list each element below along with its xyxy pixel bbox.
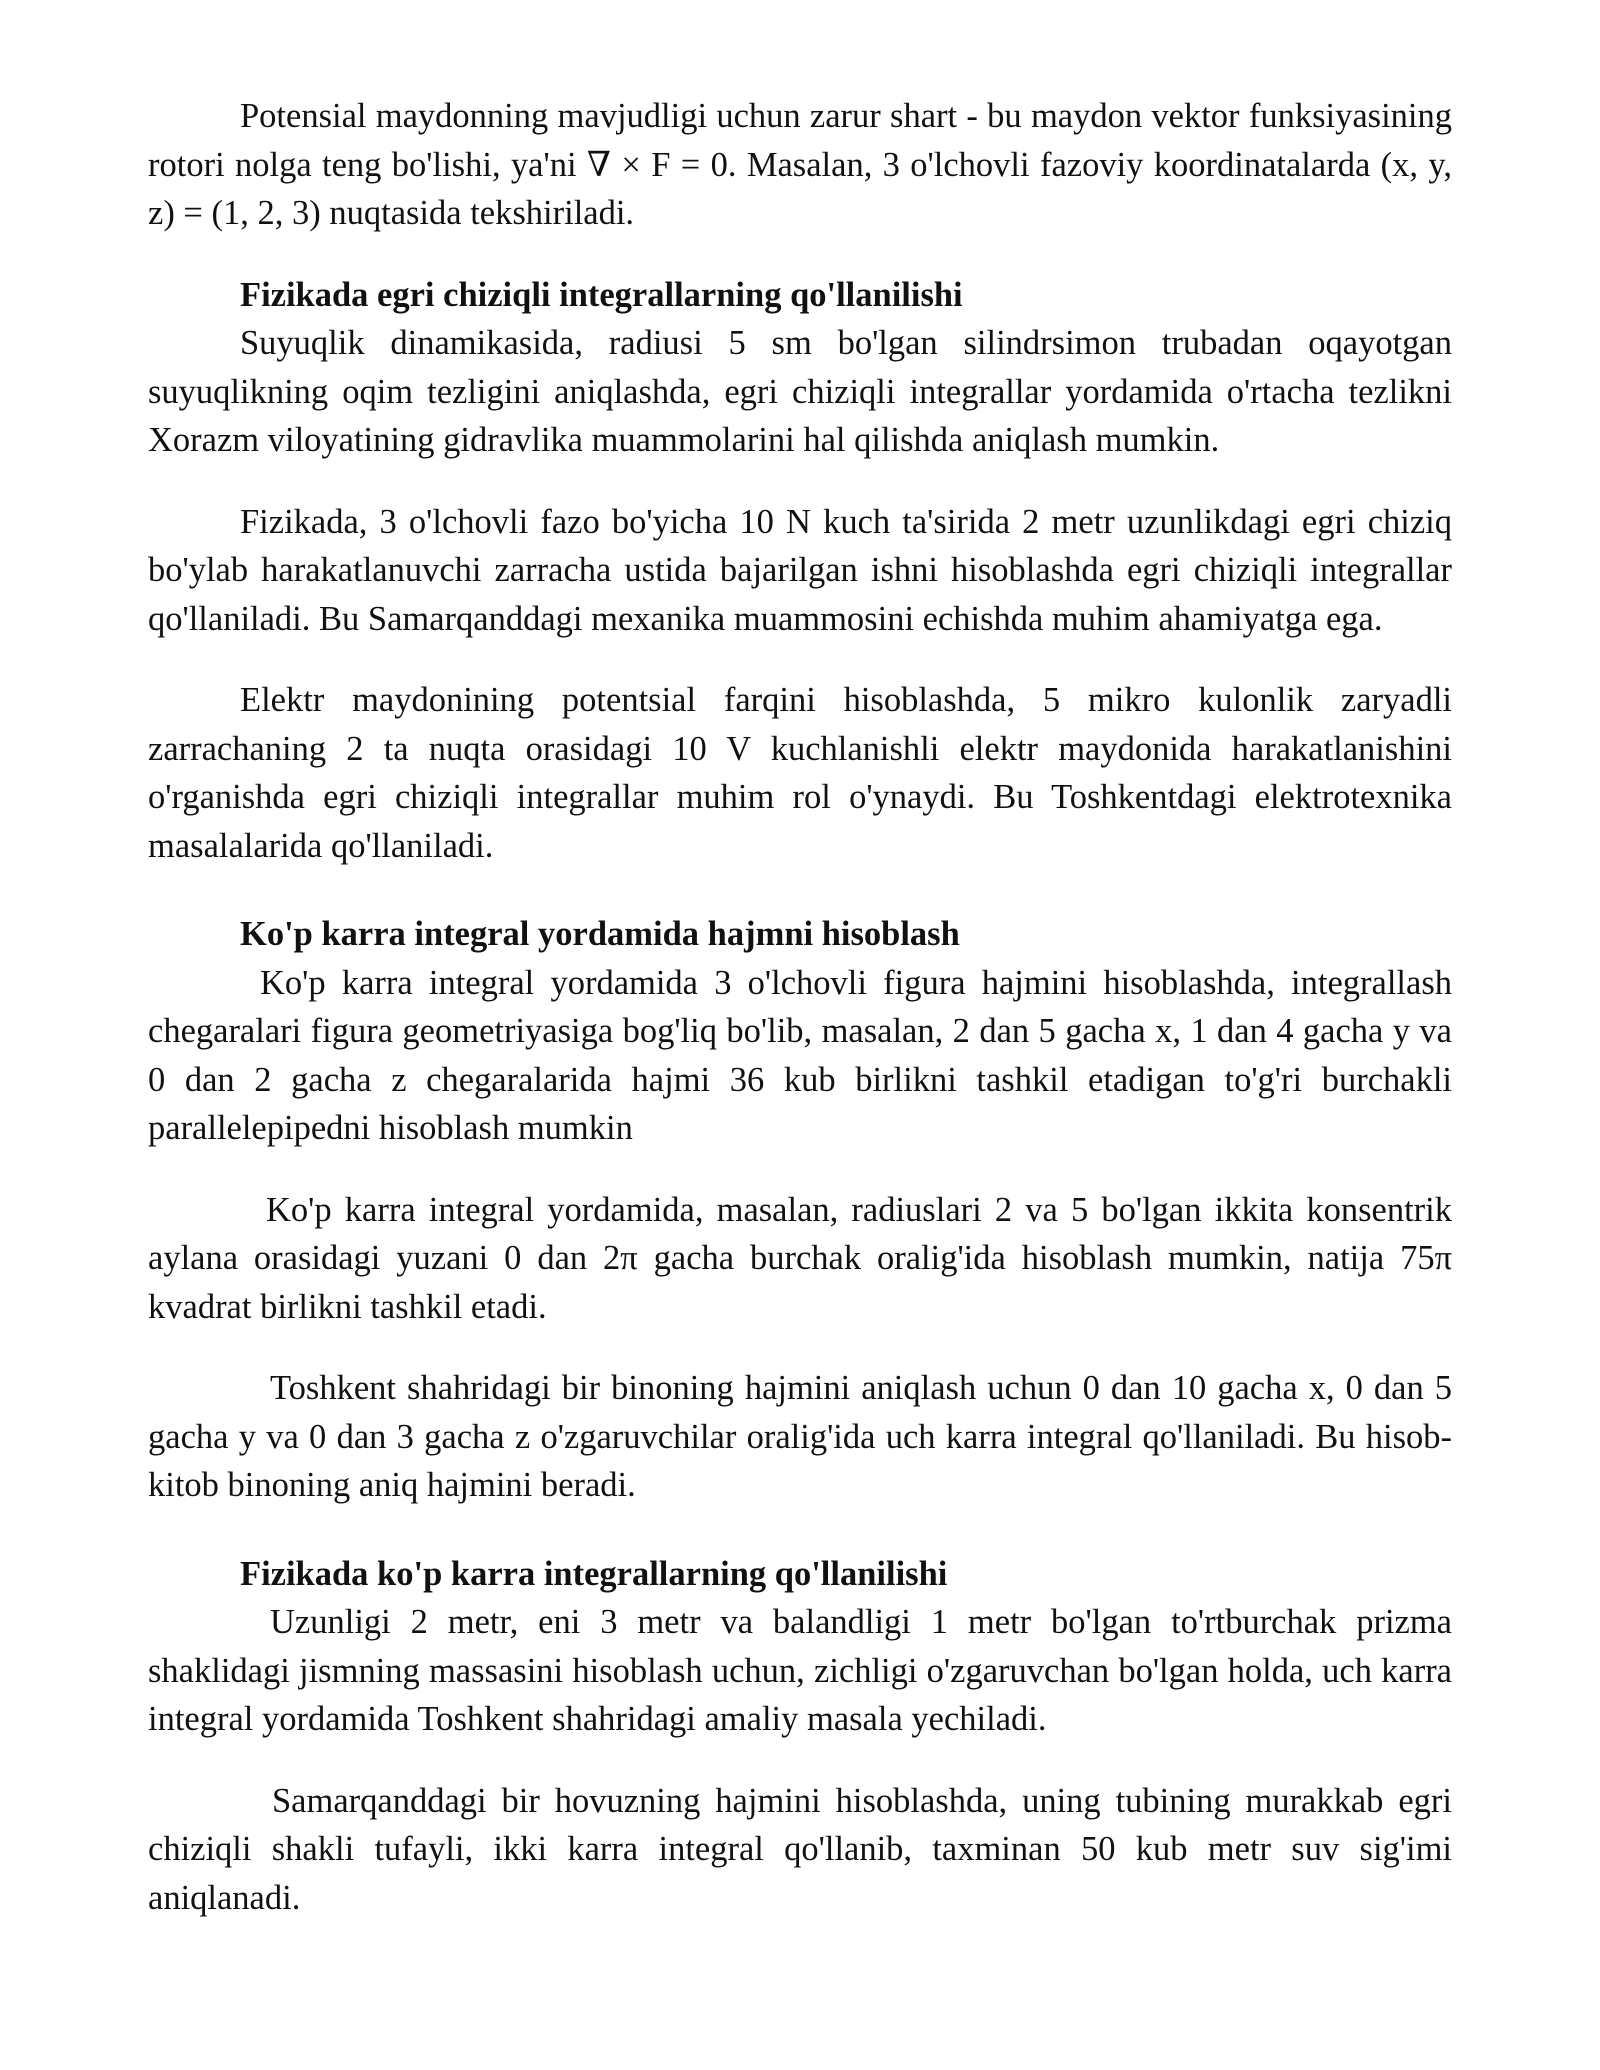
paragraph-building-volume: Toshkent shahridagi bir binoning hajmini aniqlash uchun 0 dan 10 gacha x, 0 dan 5 gacha y va 0 dan 3 gacha z o'zgaruvchilar oralig'ida uch karra integral qo'llaniladi. Bu hisob-kitob binoning aniq hajmini beradi. bbox=[148, 1369, 1452, 1504]
paragraph-parallelepiped-volume: Ko'p karra integral yordamida 3 o'lchovli figura hajmini hisoblashda, integrallash chegaralari figura geometriyasiga bog'liq bo'lib, masalan, 2 dan 5 gacha x, 1 dan 4 gacha y va 0 dan 2 gacha z chegaralarida hajmi 36 kub birlikni tashkil etadigan to'g'ri burchakli parallelepipedni hisoblash mumkin bbox=[148, 963, 1452, 1147]
heading-multiple-integrals-physics: Fizikada ko'p karra integrallarning qo'llanilishi bbox=[240, 1554, 948, 1593]
document-page bbox=[148, 92, 1452, 1922]
heading-line-integrals-physics: Fizikada egri chiziqli integrallarning qo'llanilishi bbox=[240, 275, 963, 314]
paragraph-concentric-circles-area: Ko'p karra integral yordamida, masalan, radiuslari 2 va 5 bo'lgan ikkita konsentrik aylana orasidagi yuzani 0 dan 2π gacha burchak oralig'ida hisoblash mumkin, natija 75π kvadrat birlikni tashkil etadi. bbox=[148, 1190, 1452, 1326]
paragraph-prism-mass: Uzunligi 2 metr, eni 3 metr va balandligi 1 metr bo'lgan to'rtburchak prizma shaklidagi jismning massasini hisoblash uchun, zichligi o'zgaruvchan bo'lgan holda, uch karra integral yordamida Toshkent shahridagi amaliy masala yechiladi. bbox=[148, 1603, 1452, 1738]
paragraph-pool-volume: Samarqanddagi bir hovuzning hajmini hisoblashda, uning tubining murakkab egri chiziqli shakli tufayli, ikki karra integral qo'llanib, taxminan 50 kub metr suv sig'imi aniqlanadi. bbox=[148, 1781, 1452, 1917]
paragraph-electric-field: Elektr maydonining potentsial farqini hisoblashda, 5 mikro kulonlik zaryadli zarrachaning 2 ta nuqta orasidagi 10 V kuchlanishli elektr maydonida harakatlanishini o'rganishda egri chiziqli integrallar muhim rol o'ynaydi. Bu Toshkentdagi elektrotexnika masalalarida qo'llaniladi. bbox=[148, 681, 1452, 865]
heading-volume-multiple-integral: Ko'p karra integral yordamida hajmni hisoblash bbox=[240, 915, 960, 953]
paragraph-work-calculation: Fizikada, 3 o'lchovli fazo bo'yicha 10 N kuch ta'sirida 2 metr uzunlikdagi egri chiziq bo'ylab harakatlanuvchi zarracha ustida bajarilgan ishni hisoblashda egri chiziqli integrallar qo'llaniladi. Bu Samarqanddagi mexanika muammosini echishda muhim ahamiyatga ega. bbox=[148, 502, 1452, 638]
paragraph-potential-field: Potensial maydonning mavjudligi uchun zarur shart - bu maydon vektor funksiyasining rotori nolga teng bo'lishi, ya'ni ∇ × F = 0. Masalan, 3 o'lchovli fazoviy koordinatalarda (x, y, z) = (1, 2, 3) nuqtasida tekshiriladi. bbox=[148, 97, 1452, 232]
paragraph-fluid-dynamics: Suyuqlik dinamikasida, radiusi 5 sm bo'lgan silindrsimon trubadan oqayotgan suyuqlikning oqim tezligini aniqlashda, egri chiziqli integrallar yordamida o'rtacha tezlikni Xorazm viloyatining gidravlika muammolarini hal qilishda aniqlash mumkin. bbox=[148, 324, 1452, 459]
